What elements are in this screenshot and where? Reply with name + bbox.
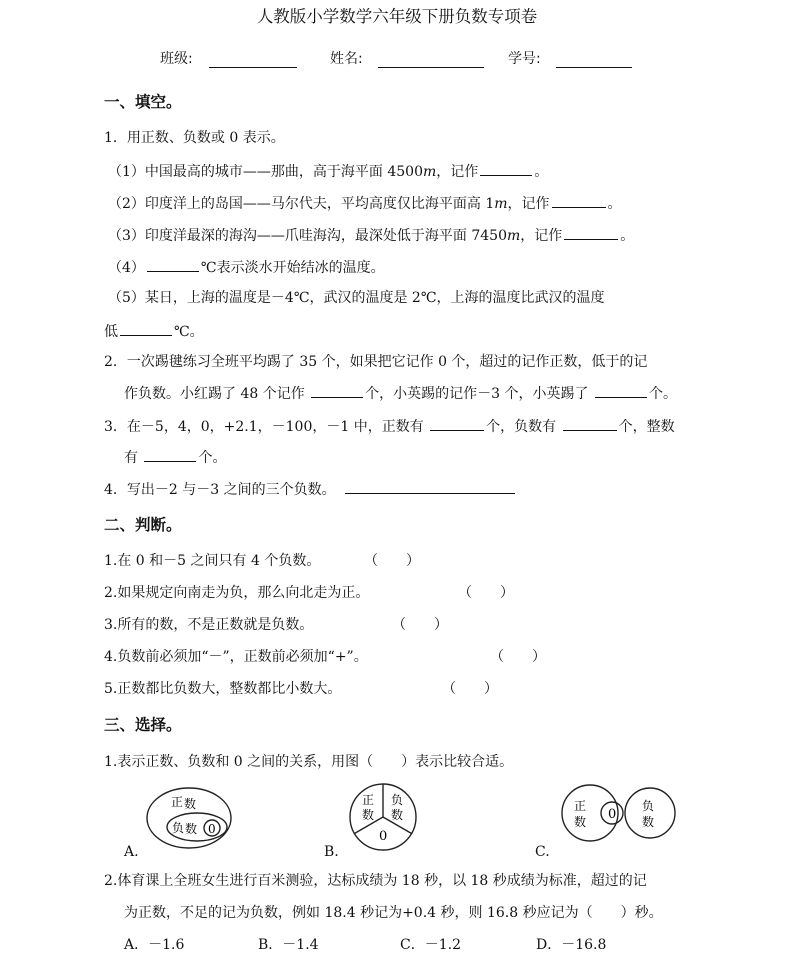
diagram-c-zheng: 正 <box>574 799 587 813</box>
answer-blank[interactable] <box>430 416 484 431</box>
diagram-b[interactable] <box>348 782 418 852</box>
diagram-c-shu2: 数 <box>642 815 655 829</box>
section-heading-choice: 三、选择。 <box>104 716 182 734</box>
question-3: 3．在－5，4，0，+2.1，－100，－1 中，正数有 个，负数有 个，整数 <box>104 416 675 436</box>
class-field[interactable] <box>209 50 297 68</box>
student-number-field[interactable] <box>556 50 632 68</box>
question-1-5: （5）某日，上海的温度是－4℃，武汉的温度是 2℃，上海的温度比武汉的温度 <box>108 290 605 306</box>
answer-blank[interactable] <box>147 257 199 272</box>
question-1-2: （2）印度洋上的岛国——马尔代夫，平均高度仅比海平面高 1m，记作 。 <box>108 193 622 213</box>
page-title: 人教版小学数学六年级下册负数专项卷 <box>256 7 538 26</box>
diagram-b-shu1: 数 <box>362 808 375 822</box>
section-heading-judge: 二、判断。 <box>104 516 182 534</box>
judge-3-paren[interactable]: （ ） <box>392 617 448 633</box>
answer-blank[interactable] <box>311 383 363 398</box>
judge-4-paren[interactable]: （ ） <box>490 649 546 665</box>
student-number-label: 学号: <box>508 51 541 67</box>
name-field[interactable] <box>378 50 484 68</box>
question-4: 4．写出－2 与－3 之间的三个负数。 <box>104 479 517 499</box>
class-label: 班级: <box>160 51 193 67</box>
judge-1-paren[interactable]: （ ） <box>364 553 420 569</box>
diagram-c[interactable] <box>560 783 680 843</box>
diagram-a[interactable] <box>145 786 237 850</box>
judge-5: 5.正数都比负数大，整数都比小数大。 <box>104 681 342 697</box>
judge-5-paren[interactable]: （ ） <box>442 681 498 697</box>
option-a-label: A. <box>124 844 139 860</box>
choice-1: 1.表示正数、负数和 0 之间的关系，用图（ ）表示比较合适。 <box>104 754 514 770</box>
question-1-4: （4） ℃表示淡水开始结冰的温度。 <box>108 257 385 277</box>
answer-blank[interactable] <box>563 416 617 431</box>
choice-2-option-d[interactable]: D．－16.8 <box>536 937 607 953</box>
answer-blank[interactable] <box>345 479 515 494</box>
question-2: 2．一次踢毽练习全班平均踢了 35 个，如果把它记作 0 个，超过的记作正数，低于的记 <box>104 354 648 370</box>
diagram-a-shu1: 数 <box>184 797 197 811</box>
diagram-a-fu: 负 <box>172 821 185 835</box>
question-3-cont: 有 个。 <box>124 447 226 467</box>
answer-blank[interactable] <box>564 225 618 240</box>
name-label: 姓名: <box>330 51 363 67</box>
question-1-3: （3）印度洋最深的海沟——爪哇海沟，最深处低于海平面 7450m，记作 。 <box>108 225 634 245</box>
judge-1: 1.在 0 和－5 之间只有 4 个负数。 <box>104 553 321 569</box>
question-2-cont: 作负数。小红踢了 48 个记作 个，小英踢的记作－3 个，小英踢了 个。 <box>124 383 677 403</box>
choice-2-option-a[interactable]: A．－1.6 <box>124 937 185 953</box>
question-1-1: （1）中国最高的城市——那曲，高于海平面 4500m，记作 。 <box>108 161 548 181</box>
answer-blank[interactable] <box>552 193 606 208</box>
choice-2-option-c[interactable]: C．－1.2 <box>400 937 461 953</box>
diagram-b-zheng: 正 <box>362 793 375 807</box>
diagram-c-shu1: 数 <box>574 815 587 829</box>
answer-blank[interactable] <box>595 383 647 398</box>
diagram-a-zero: 0 <box>208 822 216 836</box>
diagram-c-fu: 负 <box>642 799 655 813</box>
question-1-5-cont: 低 ℃。 <box>104 321 204 341</box>
answer-blank[interactable] <box>120 321 172 336</box>
diagram-b-fu: 负 <box>391 793 404 807</box>
diagram-c-zero: 0 <box>608 807 617 822</box>
answer-blank[interactable] <box>144 447 196 462</box>
choice-2-cont: 为正数，不足的记为负数，例如 18.4 秒记为+0.4 秒，则 16.8 秒应记为（ ）秒。 <box>124 905 663 921</box>
diagram-b-zero: 0 <box>379 829 388 844</box>
judge-2: 2.如果规定向南走为负，那么向北走为正。 <box>104 585 370 601</box>
section-heading-fill: 一、填空。 <box>104 93 182 111</box>
diagram-a-shu2: 数 <box>185 822 198 836</box>
judge-2-paren[interactable]: （ ） <box>458 585 514 601</box>
choice-2-option-b[interactable]: B．－1.4 <box>258 937 319 953</box>
judge-4: 4.负数前必须加“－”，正数前必须加“+”。 <box>104 649 368 665</box>
choice-2: 2.体育课上全班女生进行百米测验，达标成绩为 18 秒，以 18 秒成绩为标准，超过的记 <box>104 873 647 889</box>
judge-3: 3.所有的数，不是正数就是负数。 <box>104 617 314 633</box>
diagram-a-zheng: 正 <box>171 795 184 809</box>
question-1: 1．用正数、负数或 0 表示。 <box>104 130 285 146</box>
answer-blank[interactable] <box>480 161 532 176</box>
option-b-label: B. <box>324 844 339 860</box>
diagram-b-shu2: 数 <box>391 808 404 822</box>
option-c-label: C. <box>535 844 550 860</box>
